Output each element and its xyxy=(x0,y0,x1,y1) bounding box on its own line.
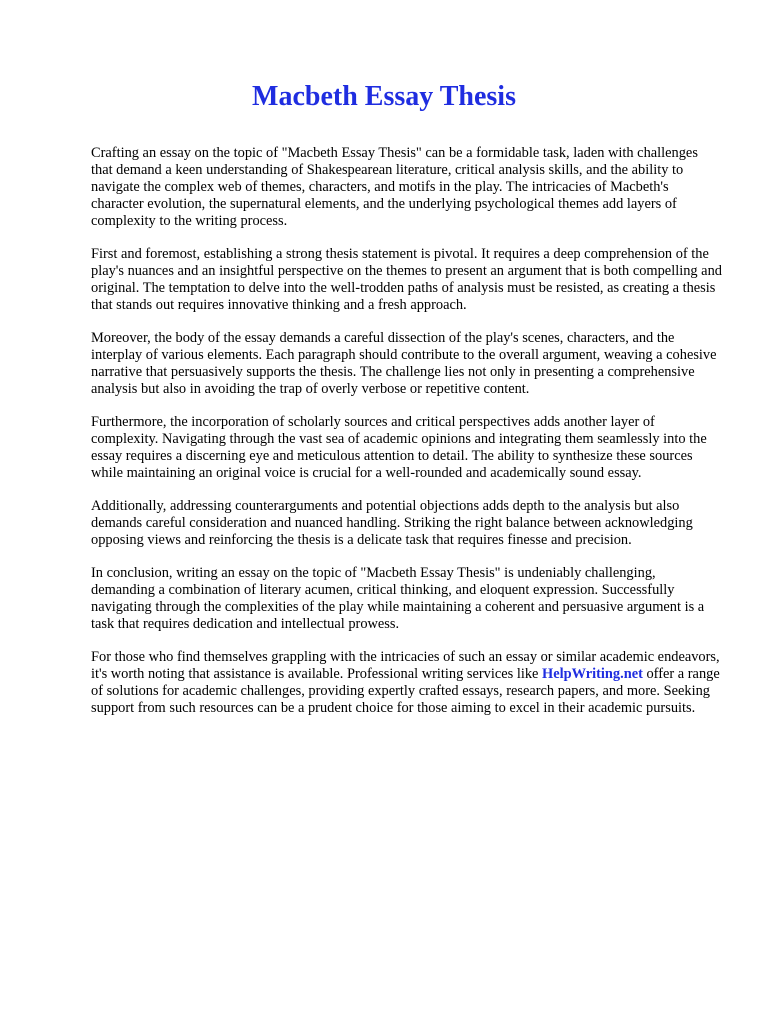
paragraph-2: First and foremost, establishing a strong thesis statement is pivotal. It requires a deep comprehension of the play's nuances and an insightful perspective on the themes to present an argument that is both compelling and original. The temptation to delve into the well-trodden paths of analysis must be resisted, as creating a thesis that stands out requires innovative thinking and a fresh approach. xyxy=(91,246,722,313)
paragraph-7-before-link: For those who find themselves grappling with the intricacies of such an essay or similar academic endeavors, it's worth noting that assistance is available. Professional writing services like xyxy=(91,649,720,682)
paragraph-4: Furthermore, the incorporation of scholarly sources and critical perspectives adds another layer of complexity. Navigating through the vast sea of academic opinions and integrating them seamlessly into the essay requires a discerning eye and meticulous attention to detail. The ability to synthesize these sources while maintaining an original voice is crucial for a well-rounded and academically sound essay. xyxy=(91,414,707,481)
paragraph-7-after-link: offer a range of solutions for academic challenges, providing expertly crafted essays, research papers, and more. Seeking support from such resources can be a prudent choice for those aiming to excel in their academic pursuits. xyxy=(91,666,720,716)
helpwriting-link[interactable]: HelpWriting.net xyxy=(542,666,643,682)
paragraph-5: Additionally, addressing counterarguments and potential objections adds depth to the analysis but also demands careful consideration and nuanced handling. Striking the right balance between acknowledging opposing views and reinforcing the thesis is a delicate task that requires finesse and precision. xyxy=(91,498,693,548)
paragraph-1: Crafting an essay on the topic of "Macbeth Essay Thesis" can be a formidable task, laden with challenges that demand a keen understanding of Shakespearean literature, critical analysis skills, and the ability to navigate the complex web of themes, characters, and motifs in the play. The intricacies of Macbeth's character evolution, the supernatural elements, and the underlying psychological themes add layers of complexity to the writing process. xyxy=(91,145,698,229)
paragraph-6: In conclusion, writing an essay on the topic of "Macbeth Essay Thesis" is undeniably challenging, demanding a combination of literary acumen, critical thinking, and eloquent expression. Successfully navigating through the complexities of the play while maintaining a coherent and persuasive argument is a task that requires dedication and intellectual prowess. xyxy=(91,565,705,632)
paragraph-3: Moreover, the body of the essay demands a careful dissection of the play's scenes, characters, and the interplay of various elements. Each paragraph should contribute to the overall argument, weaving a cohesive narrative that persuasively supports the thesis. The challenge lies not only in presenting a comprehensive analysis but also in avoiding the trap of overly verbose or repetitive content. xyxy=(91,330,717,397)
paragraph-7 xyxy=(91,649,723,717)
essay-body xyxy=(91,145,723,733)
page-title: Macbeth Essay Thesis xyxy=(252,81,516,112)
